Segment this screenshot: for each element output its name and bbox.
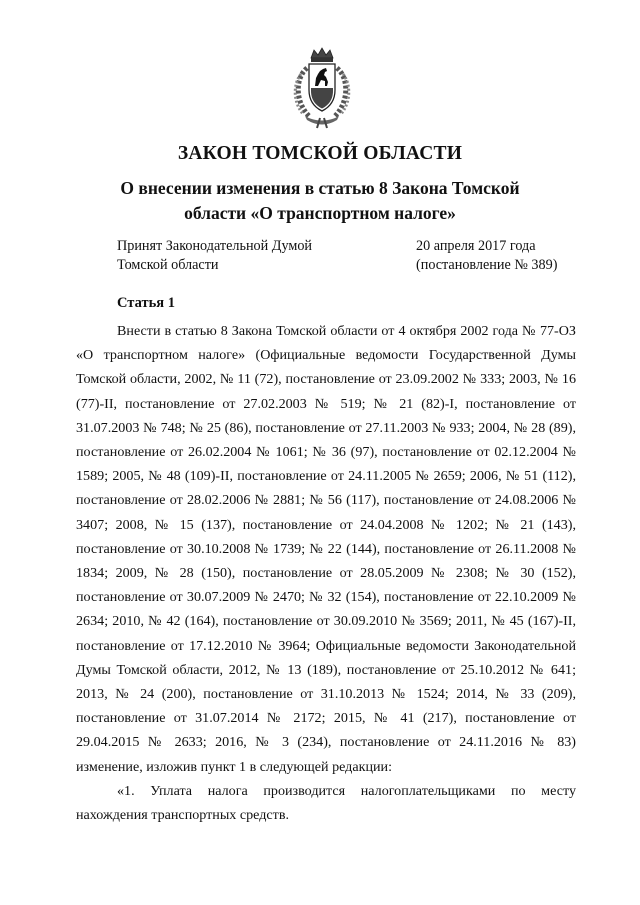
- paragraph: Внести в статью 8 Закона Томской области от 4 октября 2002 года № 77-ОЗ «О транспортном налоге» (Официальные ведомости Государственной Думы Томской области, 2002, № 11 (72), постановление от 23.09.2002 № 333; 2003, № 16 (77)-II, постановление от 27.02.2003 № 519; № 21 (82)-I, постановление от 31.07.2003 № 748; № 25 (86), постановление от 27.11.2003 № 933; 2004, № 28 (89), постановление от 26.02.2004 № 1061; № 36 (97), постановление от 02.12.2004 № 1589; 2005, № 48 (109)-II, постановление от 24.11.2005 № 2659; 2006, № 51 (112), постановление от 28.02.2006 № 2881; № 56 (117), постановление от 24.08.2006 № 3407; 2008, № 15 (137), постановление от 24.04.2008 № 1202; № 21 (143), постановление от 30.10.2008 № 1739; № 22 (144), постановление от 26.11.2008 № 1834; 2009, № 28 (150), постановление от 28.05.2009 № 2308; № 30 (152), постановление от 30.07.2009 № 2470; № 32 (154), постановление от 22.10.2009 № 2634; 2010, № 42 (164), постановление от 30.09.2010 № 3569; 2011, № 45 (167)-II, постановление от 17.12.2010 № 3964; Официальные ведомости Законодательной Думы Томской области, 2012, № 13 (189), постановление от 25.10.2012 № 641; 2013, № 24 (200), постановление от 31.10.2013 № 1524; 2014, № 33 (209), постановление от 31.07.2014 № 2172; 2015, № 41 (217), постановление от 29.04.2015 № 2633; 2016, № 3 (234), постановление от 24.11.2016 № 83) изменение, изложив пункт 1 в следующей редакции:: [76, 323, 576, 775]
- adoption-date: [416, 237, 557, 275]
- coat-of-arms-icon: [287, 44, 357, 130]
- resolution-line: (постановление № 389): [416, 257, 558, 273]
- subtitle-line: области «О транспортном налоге»: [184, 203, 456, 223]
- document-subtitle: [70, 176, 570, 226]
- document-title: ЗАКОН ТОМСКОЙ ОБЛАСТИ: [177, 143, 463, 164]
- article-body: [76, 319, 576, 827]
- adopted-line: Томской области: [117, 257, 219, 273]
- adopted-line: Принят Законодательной Думой: [117, 238, 313, 254]
- article-heading: Статья 1: [117, 295, 175, 311]
- date-line: 20 апреля 2017 года: [416, 238, 536, 254]
- adopted-by: [117, 237, 312, 275]
- paragraph: «1. Уплата налога производится налогоплательщиками по месту нахождения транспортных средств.: [76, 782, 576, 824]
- subtitle-line: О внесении изменения в статью 8 Закона Томской: [120, 178, 520, 198]
